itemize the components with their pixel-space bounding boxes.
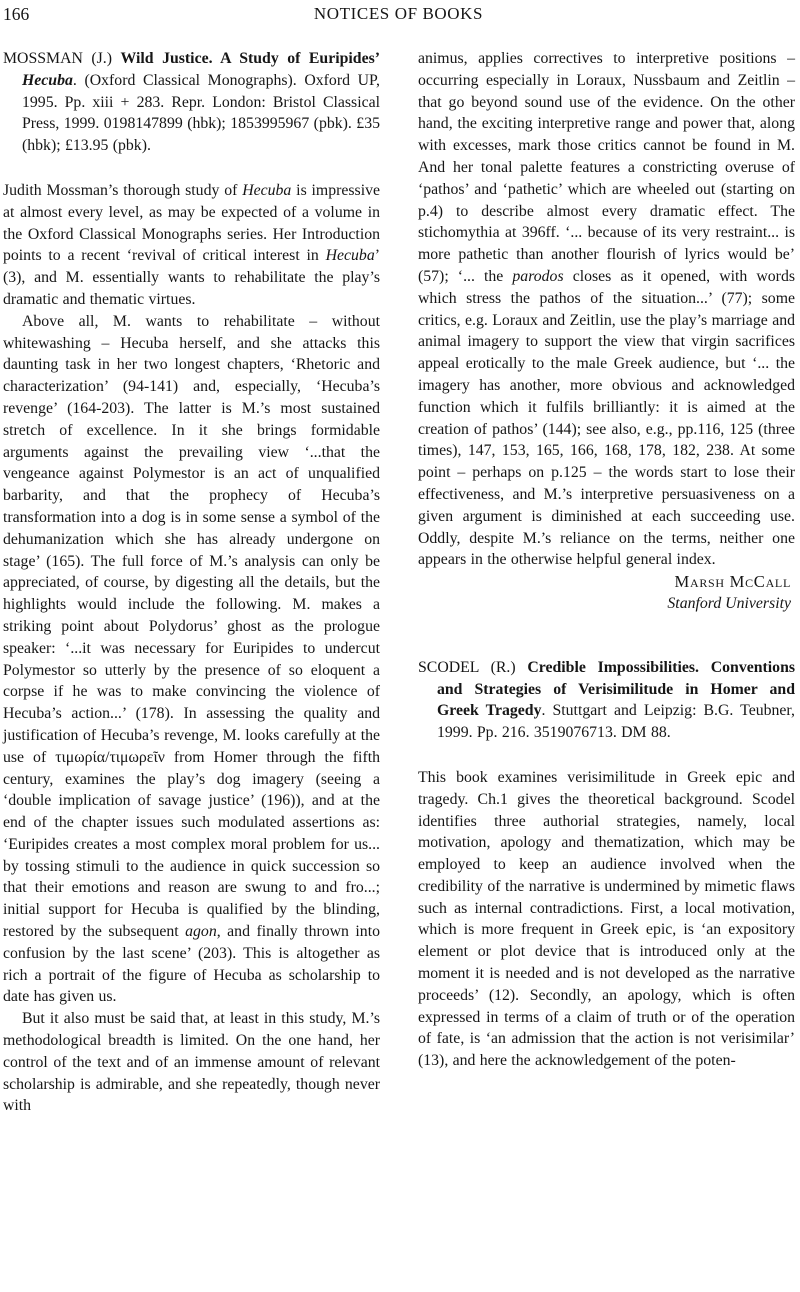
text-run: Hecuba bbox=[325, 247, 375, 265]
reviewer-affiliation: Stanford University bbox=[667, 594, 791, 612]
text-run: This book examines verisimilitude in Greek epic and tragedy. Ch.1 gives the theoretical background. Scodel identifies three authorial strategies, namely, local motivation, apology and thematization, which may be employed to keep an audience involved when the credibility of the narrative is undermined by mimetic flaws such as internal contradictions. First, a local motivation, which is more frequent in Greek epic, is ‘an expository element or plot device that is introduced only at the moment it is needed and is not developed as the narrative proceeds’ (12). Secondly, an apology, which is often expressed in terms of a claim of truth or of the operation of fate, is ‘an admission that the action is not verisimilar’ (13), and here the acknowledgement of the poten- bbox=[418, 768, 795, 1070]
text-run: closes as it opened, with words which stress the pathos of the situation...’ (77); some critics, e.g. Loraux and Zeitlin, use the play’s marriage and animal imagery to support the view that virgin sacrifices appeal erotically to the male Greek audience, but ‘... the imagery has another, more obvious and acknowledged function which it fulfils brilliantly: it is aimed at the creation of pathos’ (144); see also, e.g., pp.116, 125 (three times), 147, 153, 165, 166, 168, 178, 182, 238. At some point – perhaps on p.125 – the words start to lose their effectiveness, and M.’s interpretive persuasiveness on a given argument is diminished at each succeeding use. Oddly, despite M.’s reliance on the terms, neither one appears in the otherwise helpful general index. bbox=[418, 267, 795, 569]
text-run: Judith Mossman’s thorough study of bbox=[3, 181, 243, 199]
text-run: Hecuba bbox=[242, 181, 292, 199]
text-run: MOSSMAN (J.) bbox=[3, 50, 121, 67]
book-entry-scodel bbox=[418, 657, 795, 744]
book-entry-mossman bbox=[3, 48, 380, 157]
left-column bbox=[3, 48, 380, 1117]
text-run: is impressive at almost every level, as may be expected of a volume in the Oxford Classical Monographs series. Her Introduction points to a recent ‘revival of critical interest in bbox=[3, 181, 380, 265]
page-number: 166 bbox=[3, 4, 30, 24]
mossman-review-continuation bbox=[418, 48, 795, 571]
text-run: Above all, M. wants to rehabilitate – without whitewashing – Hecuba herself, and she attacks this daunting task in her two longest chapters, ‘Rhetoric and characterization’ (94-141) and, especially, ‘Hecuba’s revenge’ (164-203). The latter is M.’s most sustained stretch of excellence. In it she brings formidable arguments against the prevailing view ‘...that the vengeance against Polymestor is an act of unqualified barbarity, and that the prophecy of Hecuba’s transformation into a dog is in some sense a symbol of the dehumanization which she has already undergone on stage’ (165). The full force of M.’s analysis can only be appreciated, of course, by digesting all the details, but the highlights would include the following. M. makes a striking point about Polydorus’ ghost as the prologue speaker: ‘...it was necessary for Euripides to undercut Polymestor so utterly by the presence of so eloquent a corpse if he was to make convincing the violence of Hecuba’s action...’ (178). In assessing the quality and justification of Hecuba’s revenge, M. looks carefully at the use of τιμωρία/τιμωρεῖν from Homer through the fifth century, examines the play’s dog imagery (seeing a ‘double implication of savage justice’ (196)), and at the end of the chapter issues such modulated assertions as: ‘Euripides creates a most complex moral problem for us... by tossing stimuli to the audience in quick succession so that their emotions and reason are swung to and fro...; initial support for Hecuba is qualified by the blinding, restored by the subsequent bbox=[3, 312, 380, 941]
right-column bbox=[418, 48, 795, 1117]
text-run: But it also must be said that, at least in this study, M.’s methodological breadth is limited. On the one hand, her control of the text and of an immense amount of relevant scholarship is admirable, and she repeatedly, though never with bbox=[3, 1010, 380, 1115]
text-run: Credible Impossibilities. Conventions and Strategies of Verisimilitude in Homer and Greek Tragedy bbox=[437, 658, 796, 720]
text-run: agon bbox=[185, 923, 217, 941]
reviewer-signature bbox=[418, 571, 795, 615]
text-run: . Stuttgart and Leipzig: B.G. Teubner, 1999. Pp. 216. 3519076713. DM 88. bbox=[437, 702, 795, 742]
scodel-review-para-1 bbox=[418, 767, 795, 1072]
text-run: animus, applies correctives to interpretive positions – occurring especially in Loraux, Nussbaum and Zeitlin – that go beyond sound use of the evidence. On the other hand, the exciting interpretive range and power that, along with excesses, mark those critics cannot be found in M. And her tonal palette features a constricting overuse of ‘pathos’ and ‘pathetic’ which are wheeled out (starting on p.4) to describe almost every dramatic effect. The stichomythia at 396ff. ‘... because of its very restraint... is more pathetic than another flourish of lyrics would be’ (57); ‘... the bbox=[418, 50, 795, 285]
text-run: Wild Justice. A Study of Euripides’ bbox=[120, 50, 380, 67]
reviewer-name: Marsh McCall bbox=[674, 572, 791, 592]
text-run: Hecuba bbox=[22, 71, 73, 89]
text-run: ’ (3), and M. essentially wants to rehabilitate the play’s dramatic and thematic virtues. bbox=[3, 247, 380, 308]
mossman-review-para-3 bbox=[3, 1008, 380, 1117]
text-run: parodos bbox=[512, 267, 564, 285]
text-run: SCODEL (R.) bbox=[418, 658, 528, 676]
text-run: , and finally thrown into confusion by the last scene’ (203). This is altogether as rich a portrait of the figure of Hecuba as scholarship to date has given us. bbox=[3, 923, 380, 1006]
running-head: NOTICES OF BOOKS bbox=[313, 4, 484, 23]
mossman-review-para-1 bbox=[3, 180, 380, 311]
two-column-layout bbox=[3, 48, 794, 1117]
mossman-review-para-2 bbox=[3, 311, 380, 1009]
page-header bbox=[3, 3, 794, 25]
text-run: . (Oxford Classical Monographs). Oxford UP, 1995. Pp. xiii + 283. Repr. London: Bristol Classical Press, 1999. 0198147899 (hbk); 1853995967 (pbk). £35 (hbk); £13.95 (pbk). bbox=[22, 71, 380, 155]
